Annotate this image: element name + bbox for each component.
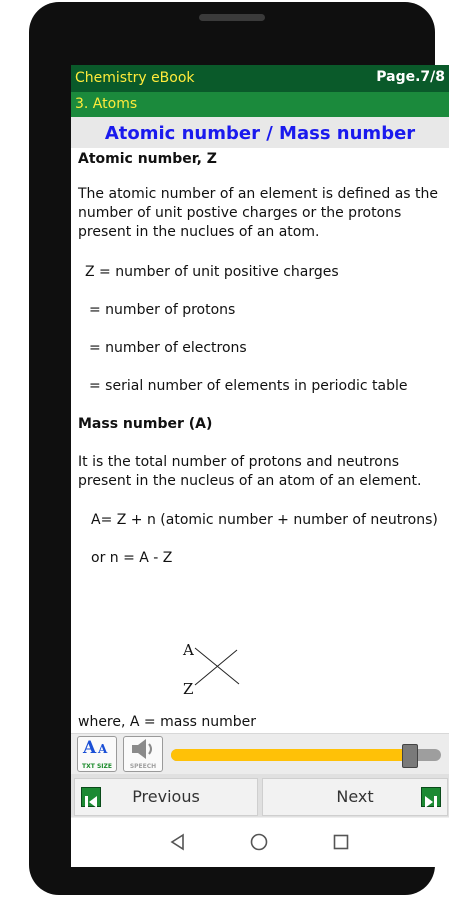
slider-thumb[interactable] [402,744,418,768]
earpiece-speaker [199,14,265,21]
text-size-caption: TXT SIZE [82,763,112,770]
content-area[interactable] [71,148,449,733]
speech-icon[interactable] [123,736,163,772]
diagram-line-up [195,650,237,685]
chapter-title: 3. Atoms [75,96,138,112]
definition-paragraph: The atomic number of an element is defined as the number of unit postive charges or the protons present in the nuclues of an atom. [78,186,438,240]
z-line-2: = number of protons [89,302,236,318]
text-size-icon[interactable]: A A TXT SIZE [77,736,117,772]
section-title: Atomic number / Mass number [71,117,449,148]
page-indicator: Page.7/8 [376,69,445,85]
heading-atomic-number: Atomic number, Z [78,151,217,167]
back-icon[interactable] [168,832,188,852]
next-button[interactable] [262,778,448,816]
slider-fill [171,749,409,761]
z-line-1: Z = number of unit positive charges [85,264,339,280]
mass-paragraph: It is the total number of protons and neutrons present in the nucleus of an atom of an element. [78,454,422,489]
speaker-icon [128,737,158,761]
app-screen [71,65,449,867]
home-icon[interactable] [249,832,269,852]
next-arrow-icon [421,787,441,807]
next-label: Next [336,787,374,806]
phone-frame [29,2,445,895]
az-cross-diagram [179,638,249,698]
previous-label: Previous [132,787,200,806]
where-line: where, A = mass number [78,714,257,730]
app-header [71,65,449,92]
page-navigation [71,774,449,817]
app-title: Chemistry eBook [75,70,195,86]
heading-mass-number: Mass number (A) [78,416,213,432]
previous-button[interactable] [74,778,258,816]
system-navigation-bar [71,817,449,867]
recents-icon[interactable] [331,832,351,852]
formula-line-1: A= Z + n (atomic number + number of neutrons) [91,512,438,528]
diagram-a-label: A [183,641,194,659]
z-line-4: = serial number of elements in periodic table [89,378,408,394]
diagram-z-label: Z [183,680,194,698]
previous-arrow-icon [81,787,101,807]
reading-progress-slider[interactable] [171,745,441,763]
z-line-3: = number of electrons [89,340,247,356]
chapter-bar [71,92,449,117]
formula-line-2: or n = A - Z [91,550,173,566]
reader-controls [71,733,449,774]
speech-caption: SPEECH [129,763,157,770]
